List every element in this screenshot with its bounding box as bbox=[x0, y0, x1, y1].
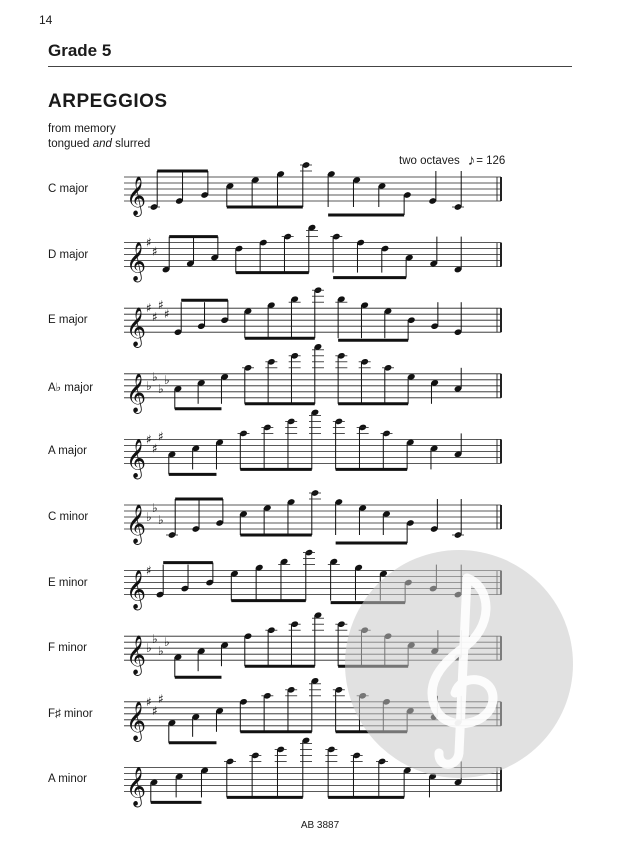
key-sharp-icon: ♯ bbox=[152, 441, 158, 456]
key-sharp-icon: ♯ bbox=[152, 310, 158, 325]
instruction-articulation-prefix: tongued bbox=[48, 138, 93, 150]
key-sharp-icon: ♯ bbox=[146, 301, 152, 316]
arpeggio-label: C minor bbox=[48, 511, 89, 523]
arpeggio-label: F♯ minor bbox=[48, 707, 93, 720]
key-flat-icon: ♭ bbox=[152, 632, 158, 647]
key-flat-icon: ♭ bbox=[152, 501, 158, 515]
arpeggio-label: E minor bbox=[48, 576, 88, 589]
key-sharp-icon: ♯ bbox=[146, 235, 152, 250]
section-heading: ARPEGGIOS bbox=[48, 91, 168, 112]
tempo-value: = 126 bbox=[476, 154, 506, 167]
instruction-articulation-emphasis: and bbox=[92, 138, 112, 150]
key-flat-icon: ♭ bbox=[164, 635, 170, 650]
key-flat-icon: ♭ bbox=[158, 644, 164, 659]
treble-clef-icon: 𝄞 bbox=[126, 372, 147, 413]
treble-clef-icon: 𝄞 bbox=[126, 700, 147, 741]
arpeggio-label: E major bbox=[48, 314, 88, 327]
treble-clef-icon: 𝄞 bbox=[126, 569, 147, 610]
treble-clef-icon: 𝄞 bbox=[126, 766, 147, 807]
key-flat-icon: ♭ bbox=[146, 378, 152, 393]
arpeggio-label: D major bbox=[48, 248, 89, 261]
key-flat-icon: ♭ bbox=[146, 510, 152, 524]
key-sharp-icon: ♯ bbox=[158, 691, 164, 706]
key-flat-icon: ♭ bbox=[152, 369, 158, 384]
key-flat-icon: ♭ bbox=[158, 513, 164, 527]
watermark-logo bbox=[343, 548, 575, 780]
treble-clef-icon: 𝄞 bbox=[126, 635, 147, 676]
key-sharp-icon: ♯ bbox=[158, 429, 164, 444]
grade-title: Grade 5 bbox=[48, 41, 112, 60]
key-flat-icon: ♭ bbox=[158, 381, 164, 396]
treble-clef-icon: 𝄞 bbox=[126, 307, 147, 348]
treble-clef-icon: 𝄞 bbox=[126, 241, 147, 282]
arpeggio-label: A major bbox=[48, 445, 87, 458]
instruction-memory: from memory bbox=[48, 123, 116, 135]
quaver-note-icon: ♪ bbox=[467, 152, 476, 169]
key-sharp-icon: ♯ bbox=[146, 432, 152, 447]
footer-catalog-code: AB 3887 bbox=[300, 820, 340, 831]
arpeggio-label: C major bbox=[48, 183, 89, 195]
arpeggio-label: F minor bbox=[48, 642, 87, 655]
page-number: 14 bbox=[39, 13, 53, 27]
treble-clef-icon: 𝄞 bbox=[126, 504, 147, 544]
key-sharp-icon: ♯ bbox=[146, 694, 152, 709]
instruction-articulation-suffix: slurred bbox=[111, 138, 151, 150]
treble-clef-icon: 𝄞 bbox=[126, 438, 147, 479]
key-flat-icon: ♭ bbox=[146, 641, 152, 656]
key-sharp-icon: ♯ bbox=[164, 307, 170, 322]
range-label: two octaves bbox=[399, 154, 460, 167]
arpeggio-label: A minor bbox=[48, 773, 87, 786]
key-sharp-icon: ♯ bbox=[146, 563, 152, 578]
treble-clef-icon: 𝄞 bbox=[126, 176, 147, 216]
key-sharp-icon: ♯ bbox=[158, 298, 164, 313]
key-sharp-icon: ♯ bbox=[152, 244, 158, 259]
key-sharp-icon: ♯ bbox=[152, 703, 158, 718]
key-flat-icon: ♭ bbox=[164, 372, 170, 387]
arpeggio-label: A♭ major bbox=[48, 381, 94, 394]
